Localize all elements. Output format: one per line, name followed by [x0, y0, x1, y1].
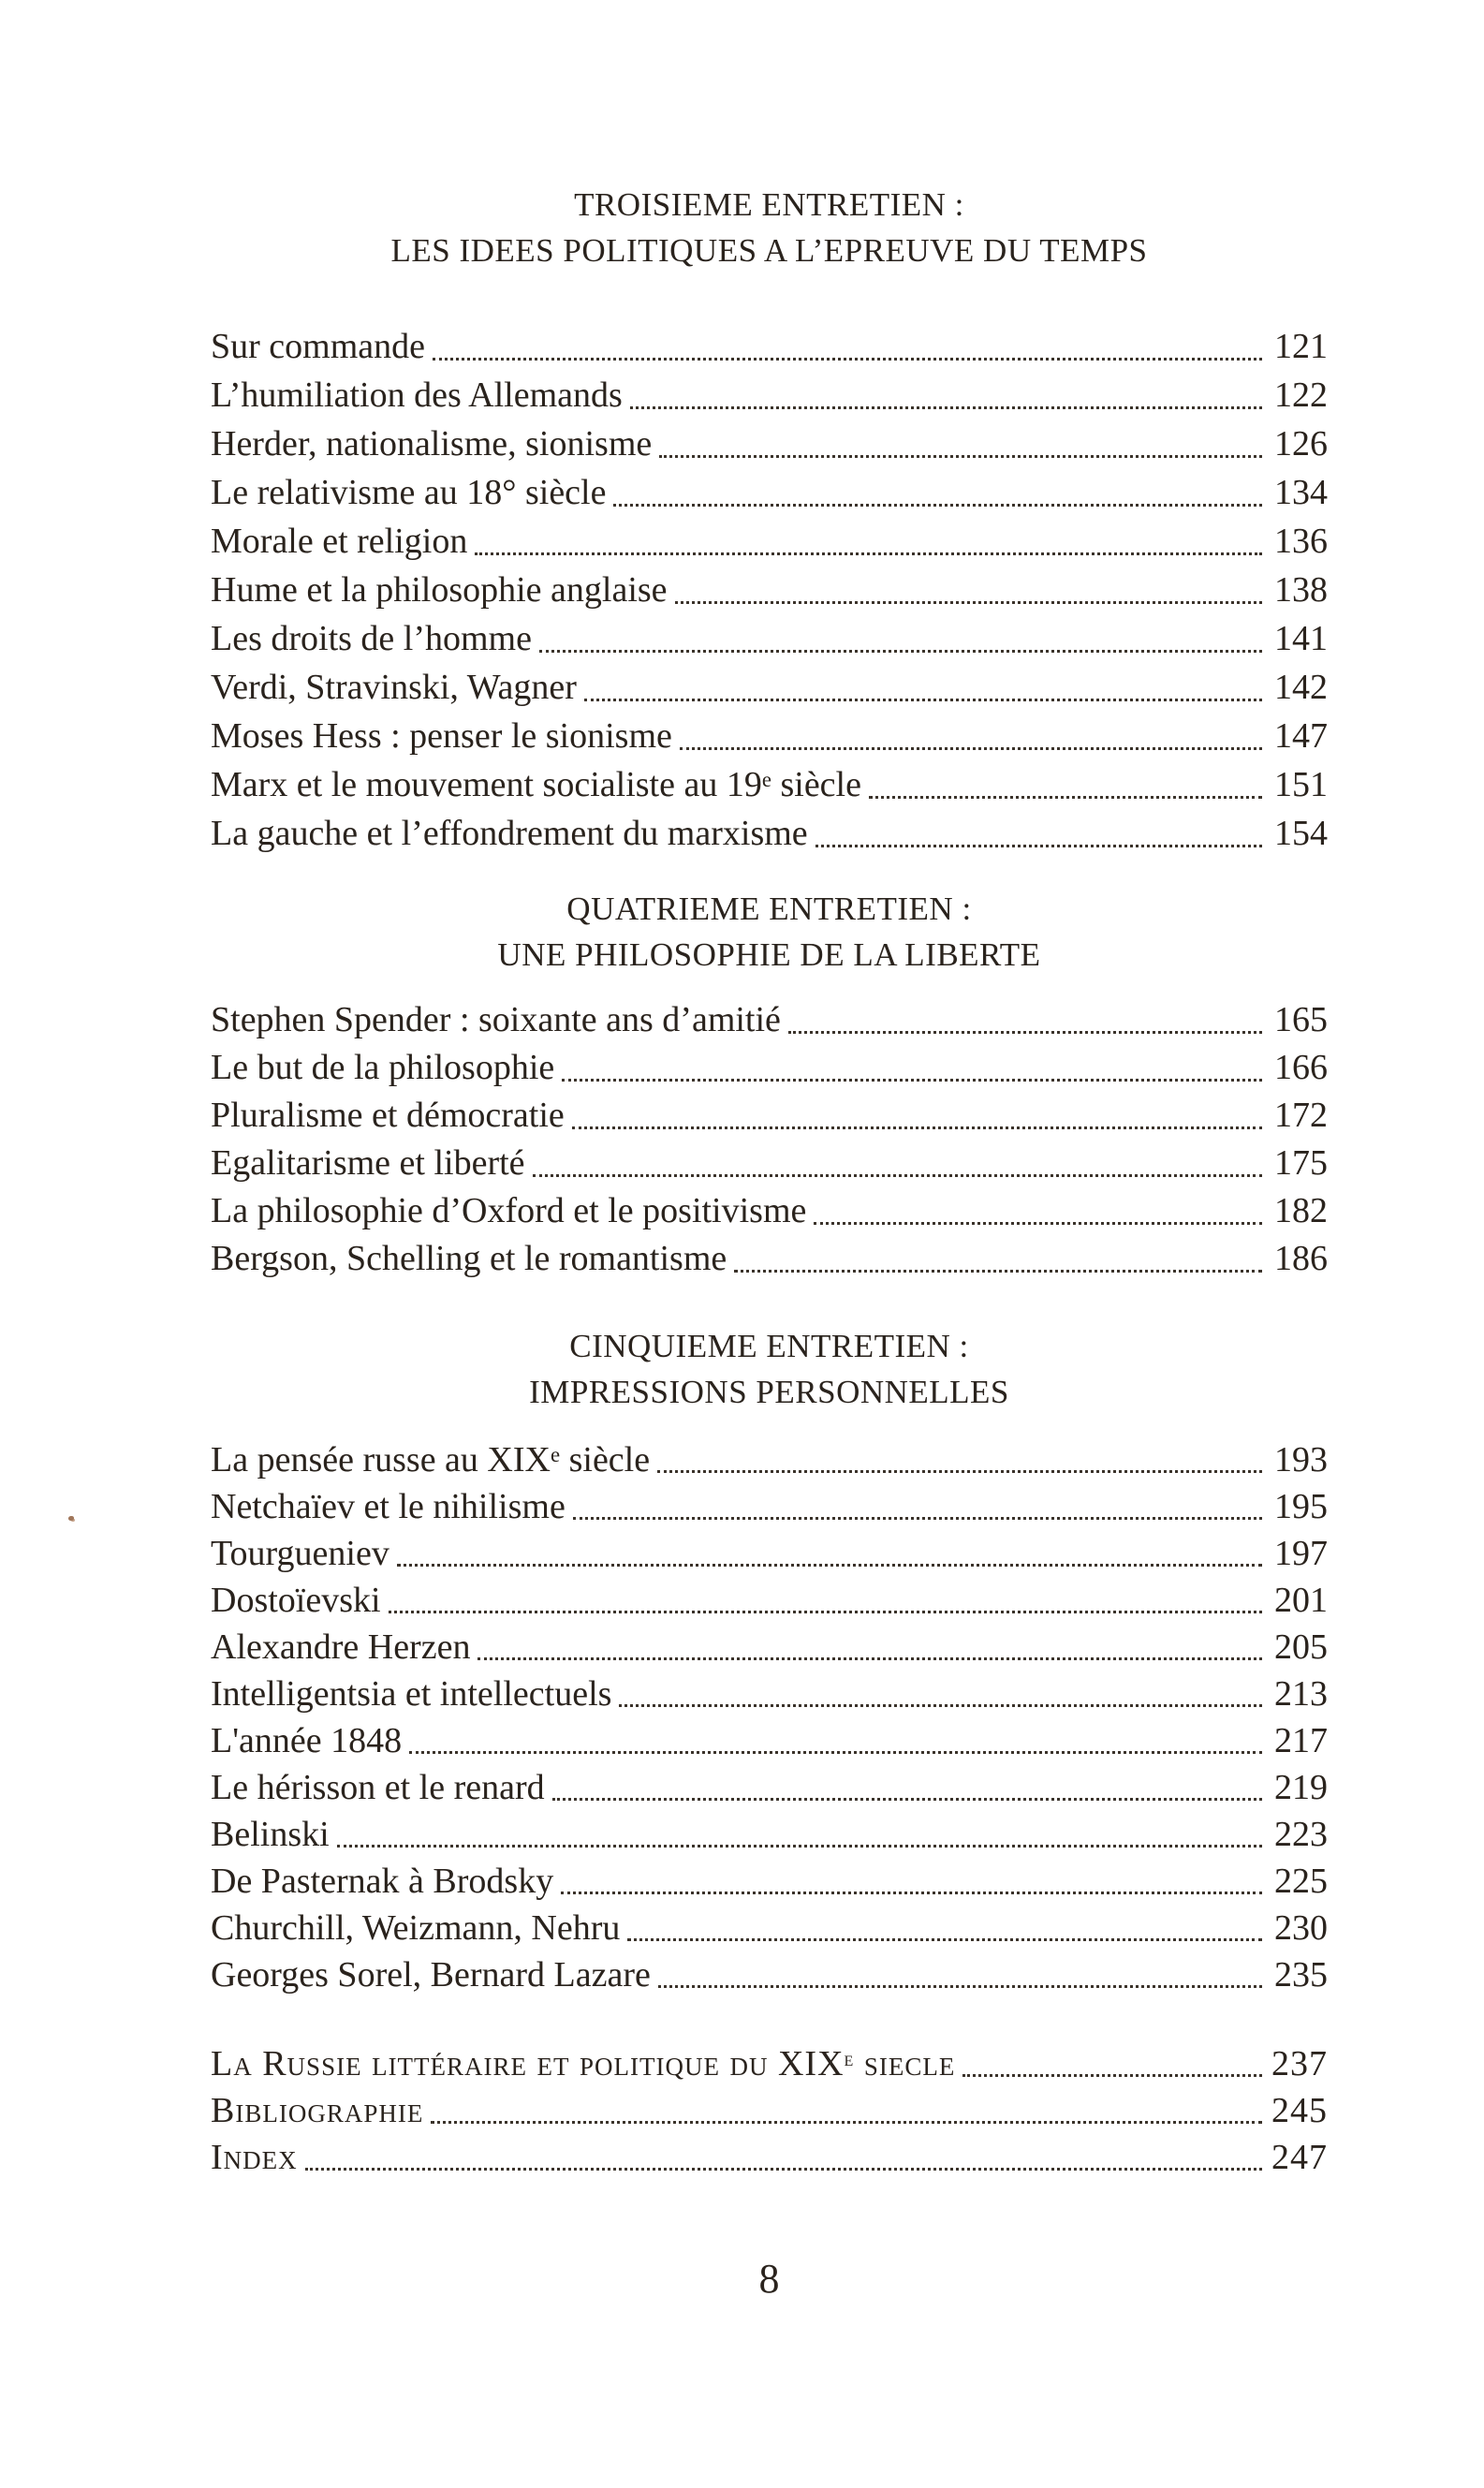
dot-leader — [659, 455, 1262, 458]
toc-entry-title — [211, 1951, 651, 1998]
toc-entry-title — [211, 1811, 330, 1858]
toc-entry-page: 138 — [1274, 570, 1328, 610]
toc-entry-title — [211, 1530, 389, 1577]
toc-entry-page: 141 — [1274, 619, 1328, 658]
toc-row — [211, 614, 1328, 663]
toc-entry-title — [211, 1140, 525, 1187]
section-heading-line: UNE PHILOSOPHIE DE LA LIBERTE — [497, 936, 1041, 973]
dot-leader — [869, 796, 1262, 799]
toc-entry-page: 193 — [1274, 1440, 1328, 1480]
toc-entry-page: 225 — [1274, 1862, 1328, 1901]
section-heading-line: IMPRESSIONS PERSONNELLES — [529, 1374, 1009, 1410]
section-heading-line: TROISIEME ENTRETIEN : — [574, 186, 964, 223]
title-text: Les droits de l’homme — [211, 619, 532, 658]
title-text: Intelligentsia et intellectuels — [211, 1674, 612, 1714]
toc-entry-title — [211, 614, 532, 663]
toc-entry-title — [211, 1624, 470, 1671]
toc-entry-title — [211, 2134, 298, 2181]
dot-leader — [657, 1470, 1262, 1473]
toc-entry-page: 126 — [1274, 424, 1328, 464]
dot-leader — [675, 601, 1262, 604]
toc-entry-page: 134 — [1274, 473, 1328, 512]
toc-entry-title — [211, 517, 467, 566]
toc-row — [211, 1624, 1328, 1671]
toc-entry-title — [211, 1905, 620, 1951]
scan-speck-artifact — [68, 1516, 74, 1521]
dot-leader — [734, 1270, 1262, 1273]
toc-row — [211, 1044, 1328, 1092]
toc-entry-page: 136 — [1274, 522, 1328, 561]
toc-entry-title — [211, 1764, 545, 1811]
dot-leader — [561, 1892, 1262, 1894]
toc-entry-page: 122 — [1274, 375, 1328, 415]
dot-leader — [584, 699, 1262, 701]
toc-row — [211, 322, 1328, 371]
title-text: Le relativisme au 18° siècle — [211, 473, 607, 512]
dot-leader — [478, 1657, 1262, 1660]
title-text: Le hérisson et le renard — [211, 1768, 545, 1807]
toc-entry-title — [211, 996, 781, 1044]
toc-row — [211, 663, 1328, 712]
toc-entry-page: 151 — [1274, 765, 1328, 804]
toc-section — [211, 886, 1328, 1283]
title-text: Pluralisme et démocratie — [211, 1096, 565, 1135]
toc-entry-title — [211, 2040, 955, 2087]
section-entries — [211, 322, 1328, 858]
toc-row — [211, 1530, 1328, 1577]
toc-entry-page: 201 — [1274, 1581, 1328, 1620]
section-heading — [211, 182, 1328, 273]
title-text: Tourgueniev — [211, 1534, 389, 1573]
toc-row — [211, 468, 1328, 517]
toc-entry-page: 245 — [1271, 2091, 1328, 2130]
dot-leader — [389, 1611, 1262, 1613]
dot-leader — [572, 1126, 1262, 1129]
toc-entry-page: 247 — [1271, 2138, 1328, 2177]
toc-entry-title — [211, 322, 425, 371]
toc-entry-title — [211, 1044, 554, 1092]
section-entries — [211, 996, 1328, 1283]
toc-entry-page: 172 — [1274, 1096, 1328, 1135]
toc-entry-page: 182 — [1274, 1191, 1328, 1230]
toc-entry-title — [211, 1436, 650, 1483]
toc-entry-title — [211, 1483, 566, 1530]
dot-leader — [397, 1564, 1262, 1567]
toc-row — [211, 1483, 1328, 1530]
section-heading — [211, 1323, 1328, 1415]
toc-entry-page: 142 — [1274, 668, 1328, 707]
toc-row — [211, 371, 1328, 420]
title-superscript: e — [844, 2046, 855, 2070]
toc-row — [211, 517, 1328, 566]
toc-row — [211, 1905, 1328, 1951]
toc-content — [211, 0, 1328, 2303]
dot-leader — [305, 2168, 1262, 2171]
toc-row — [211, 2134, 1328, 2181]
toc-entry-title — [211, 468, 606, 517]
dot-leader — [431, 2121, 1262, 2124]
dot-leader — [680, 747, 1262, 750]
toc-entry-title — [211, 809, 808, 858]
toc-entry-page: 219 — [1274, 1768, 1328, 1807]
dot-leader — [619, 1704, 1262, 1707]
toc-row — [211, 566, 1328, 614]
dot-leader — [533, 1174, 1262, 1177]
title-text: La Russie littéraire et politique du XIX — [211, 2044, 845, 2083]
title-text: Alexandre Herzen — [211, 1627, 471, 1667]
section-entries — [211, 1436, 1328, 1998]
toc-row — [211, 1187, 1328, 1235]
dot-leader — [573, 1517, 1262, 1520]
title-text: Moses Hess : penser le sionisme — [211, 716, 672, 756]
toc-row — [211, 2040, 1328, 2087]
title-text: Morale et religion — [211, 522, 468, 561]
toc-entry-title — [211, 1671, 611, 1717]
toc-entry-page: 213 — [1274, 1674, 1328, 1714]
toc-entry-title — [211, 420, 652, 468]
section-heading-line: QUATRIEME ENTRETIEN : — [566, 891, 972, 927]
toc-entry-title — [211, 1187, 806, 1235]
toc-entry-title — [211, 1717, 402, 1764]
toc-entry-title — [211, 1858, 553, 1905]
toc-row — [211, 1951, 1328, 1998]
toc-entry-page: 197 — [1274, 1534, 1328, 1573]
toc-row — [211, 1671, 1328, 1717]
toc-entry-page: 154 — [1274, 814, 1328, 853]
toc-row — [211, 1092, 1328, 1140]
title-text: Bergson, Schelling et le romantisme — [211, 1239, 727, 1278]
page-number: 8 — [758, 2256, 780, 2302]
title-text: Netchaïev et le nihilisme — [211, 1487, 566, 1526]
toc-entry-title — [211, 712, 672, 760]
dot-leader — [814, 1222, 1262, 1225]
toc-row — [211, 712, 1328, 760]
toc-row — [211, 760, 1328, 809]
title-text: Herder, nationalisme, sionisme — [211, 424, 653, 464]
toc-row — [211, 1717, 1328, 1764]
title-text: Dostoïevski — [211, 1581, 381, 1620]
toc-row — [211, 1577, 1328, 1624]
toc-row — [211, 420, 1328, 468]
dot-leader — [475, 552, 1262, 555]
toc-entry-page: 121 — [1274, 327, 1328, 366]
dot-leader — [539, 650, 1262, 653]
toc-entry-title — [211, 760, 861, 809]
title-text: siècle — [771, 765, 861, 804]
title-text: Sur commande — [211, 327, 426, 366]
dot-leader — [409, 1751, 1262, 1754]
title-text: Bibliographie — [211, 2091, 424, 2130]
toc-entry-page: 186 — [1274, 1239, 1328, 1278]
toc-row — [211, 1764, 1328, 1811]
toc-entry-title — [211, 371, 623, 420]
toc-entry-page: 217 — [1274, 1721, 1328, 1760]
toc-entry-title — [211, 1577, 381, 1624]
toc-entry-page: 147 — [1274, 716, 1328, 756]
toc-entry-page: 235 — [1274, 1955, 1328, 1995]
title-text: Stephen Spender : soixante ans d’amitié — [211, 1000, 781, 1039]
title-text: Egalitarisme et liberté — [211, 1143, 525, 1183]
toc-entry-page: 195 — [1274, 1487, 1328, 1526]
toc-row — [211, 1811, 1328, 1858]
toc-entry-title — [211, 663, 577, 712]
title-text: Verdi, Stravinski, Wagner — [211, 668, 577, 707]
toc-section — [211, 1323, 1328, 1998]
toc-entry-page: 230 — [1274, 1908, 1328, 1948]
toc-row — [211, 1235, 1328, 1283]
dot-leader — [337, 1845, 1262, 1848]
dot-leader — [552, 1798, 1262, 1801]
title-text: De Pasternak à Brodsky — [211, 1862, 554, 1901]
title-text: La gauche et l’effondrement du marxisme — [211, 814, 808, 853]
dot-leader — [815, 845, 1262, 847]
toc-sections — [211, 182, 1328, 1998]
toc-entry-page: 223 — [1274, 1815, 1328, 1854]
toc-entry-page: 205 — [1274, 1627, 1328, 1667]
dot-leader — [962, 2074, 1262, 2077]
dot-leader — [658, 1985, 1262, 1988]
toc-entry-title — [211, 566, 668, 614]
toc-row — [211, 1858, 1328, 1905]
toc-row — [211, 1140, 1328, 1187]
back-matter — [211, 2040, 1328, 2181]
title-text: L'année 1848 — [211, 1721, 403, 1760]
title-superscript: e — [761, 767, 771, 791]
toc-entry-page: 165 — [1274, 1000, 1328, 1039]
toc-entry-page: 175 — [1274, 1143, 1328, 1183]
toc-row — [211, 996, 1328, 1044]
title-text: Index — [211, 2138, 298, 2177]
dot-leader — [630, 406, 1262, 409]
title-text: L’humiliation des Allemands — [211, 375, 623, 415]
toc-row — [211, 1436, 1328, 1483]
title-text: Belinski — [211, 1815, 330, 1854]
dot-leader — [562, 1079, 1262, 1082]
dot-leader — [788, 1031, 1262, 1034]
title-text: Churchill, Weizmann, Nehru — [211, 1908, 621, 1948]
section-heading-line: CINQUIEME ENTRETIEN : — [569, 1328, 969, 1364]
title-text: siecle — [854, 2044, 956, 2083]
title-text: Le but de la philosophie — [211, 1048, 555, 1087]
title-text: Marx et le mouvement socialiste au 19 — [211, 765, 762, 804]
toc-entry-page: 166 — [1274, 1048, 1328, 1087]
section-heading-line: LES IDEES POLITIQUES A L’EPREUVE DU TEMPS — [390, 232, 1148, 269]
title-text: siècle — [560, 1440, 651, 1480]
dot-leader — [433, 358, 1262, 361]
toc-entry-title — [211, 2087, 423, 2134]
title-text: Georges Sorel, Bernard Lazare — [211, 1955, 651, 1995]
dot-leader — [627, 1938, 1262, 1941]
dot-leader — [613, 504, 1262, 507]
title-superscript: e — [550, 1442, 561, 1466]
toc-section — [211, 182, 1328, 858]
title-text: La philosophie d’Oxford et le positivisme — [211, 1191, 807, 1230]
title-text: La pensée russe au XIX — [211, 1440, 551, 1480]
toc-entry-page: 237 — [1271, 2044, 1328, 2083]
title-text: Hume et la philosophie anglaise — [211, 570, 668, 610]
section-heading — [211, 886, 1328, 978]
toc-entry-title — [211, 1092, 565, 1140]
toc-row — [211, 809, 1328, 858]
toc-entry-title — [211, 1235, 727, 1283]
toc-row — [211, 2087, 1328, 2134]
